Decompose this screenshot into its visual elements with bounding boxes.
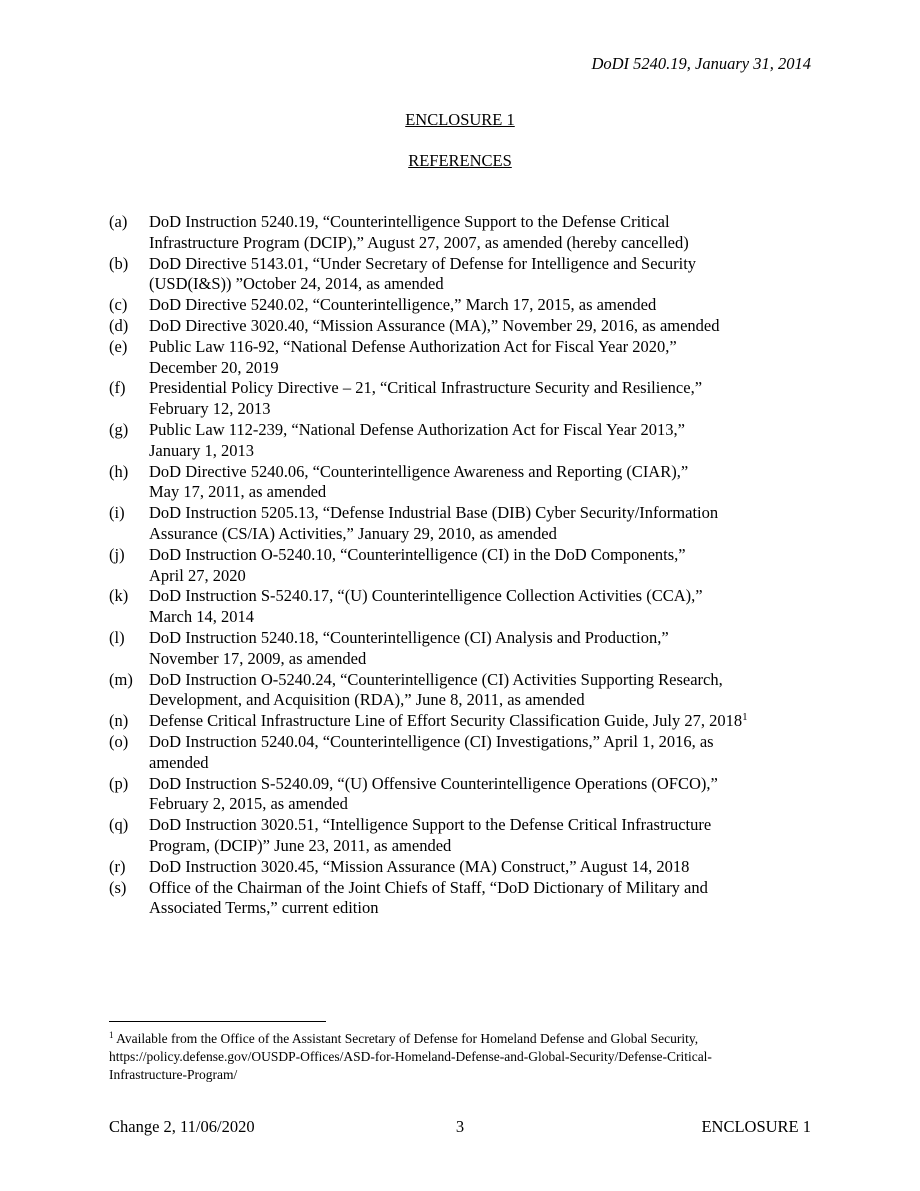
reference-line: November 17, 2009, as amended <box>149 648 367 668</box>
reference-label: (b) <box>109 253 129 273</box>
reference-text <box>149 815 809 857</box>
reference-item <box>109 337 809 379</box>
reference-item <box>109 254 809 296</box>
reference-line: DoD Instruction S-5240.17, “(U) Counterintelligence Collection Activities (CCA),” <box>149 586 703 606</box>
reference-text <box>149 670 809 712</box>
reference-text <box>149 295 809 316</box>
reference-label: (h) <box>109 461 129 481</box>
page-footer <box>109 1117 811 1137</box>
reference-text <box>149 212 809 254</box>
reference-item <box>109 628 809 670</box>
footnote-reference: 1 <box>742 711 748 724</box>
reference-text <box>149 462 809 504</box>
reference-item <box>109 857 809 878</box>
reference-list <box>109 212 809 919</box>
reference-label: (k) <box>109 586 129 606</box>
reference-item <box>109 670 809 712</box>
reference-text <box>149 254 809 296</box>
reference-text <box>149 628 809 670</box>
reference-line: DoD Instruction 5240.19, “Counterintelligence Support to the Defense Critical <box>149 212 670 231</box>
reference-item <box>109 711 809 732</box>
reference-item <box>109 545 809 587</box>
reference-line: (USD(I&S)) ”October 24, 2014, as amended <box>149 274 444 294</box>
reference-line: DoD Directive 5143.01, “Under Secretary of Defense for Intelligence and Security <box>149 253 697 273</box>
reference-line: DoD Instruction 5240.04, “Counterintelligence (CI) Investigations,” April 1, 2016, as <box>149 731 714 751</box>
reference-line: DoD Instruction 3020.51, “Intelligence Support to the Defense Critical Infrastructure <box>149 815 712 835</box>
reference-line: Associated Terms,” current edition <box>149 898 379 918</box>
reference-label: (n) <box>109 711 129 731</box>
reference-line: Assurance (CS/IA) Activities,” January 29, 2010, as amended <box>149 523 557 543</box>
reference-text <box>149 378 809 420</box>
reference-item <box>109 503 809 545</box>
reference-label: (p) <box>109 773 129 793</box>
reference-label: (j) <box>109 544 125 564</box>
reference-label: (i) <box>109 503 125 523</box>
footnote-line[interactable]: https://policy.defense.gov/OUSDP-Offices/ASD-for-Homeland-Defense-and-Global-Security/Defense-Critical- <box>109 1049 712 1064</box>
reference-text <box>149 545 809 587</box>
footer-enclosure-label: ENCLOSURE 1 <box>701 1117 811 1136</box>
reference-text <box>149 420 809 462</box>
reference-line: Defense Critical Infrastructure Line of Effort Security Classification Guide, July 27, 2018$^1$ <box>149 711 748 731</box>
reference-text <box>149 857 809 878</box>
reference-line: DoD Instruction 5240.18, “Counterintelligence (CI) Analysis and Production,” <box>149 627 669 647</box>
reference-item <box>109 295 809 316</box>
reference-item <box>109 316 809 337</box>
reference-line: DoD Directive 5240.02, “Counterintelligence,” March 17, 2015, as amended <box>149 295 657 315</box>
reference-item <box>109 815 809 857</box>
reference-item <box>109 420 809 462</box>
footnote-separator <box>109 1021 326 1022</box>
reference-label: (d) <box>109 315 129 335</box>
reference-line: Development, and Acquisition (RDA),” June 8, 2011, as amended <box>149 690 585 710</box>
reference-item <box>109 462 809 504</box>
running-header: DoDI 5240.19, January 31, 2014 <box>591 54 811 73</box>
reference-item <box>109 774 809 816</box>
reference-line: April 27, 2020 <box>149 565 246 585</box>
reference-label: (e) <box>109 336 128 356</box>
reference-text <box>149 774 809 816</box>
reference-line: Public Law 116-92, “National Defense Authorization Act for Fiscal Year 2020,” <box>149 336 677 356</box>
reference-text <box>149 337 809 379</box>
reference-label: (g) <box>109 419 129 439</box>
reference-item <box>109 878 809 920</box>
reference-line: May 17, 2011, as amended <box>149 482 327 502</box>
reference-line: DoD Instruction S-5240.09, “(U) Offensive Counterintelligence Operations (OFCO),” <box>149 773 718 793</box>
enclosure-title: ENCLOSURE 1 <box>405 110 515 129</box>
reference-item <box>109 212 809 254</box>
reference-line: DoD Instruction 3020.45, “Mission Assurance (MA) Construct,” August 14, 2018 <box>149 856 690 876</box>
reference-line: Public Law 112-239, “National Defense Authorization Act for Fiscal Year 2013,” <box>149 419 685 439</box>
reference-line: December 20, 2019 <box>149 357 279 377</box>
reference-text <box>149 732 809 774</box>
reference-text <box>149 711 809 732</box>
reference-item <box>109 586 809 628</box>
change-notice: Change 2, 11/06/2020 <box>109 1117 255 1136</box>
reference-label: (m) <box>109 669 133 689</box>
reference-label: (a) <box>109 212 128 231</box>
reference-line: DoD Instruction O-5240.24, “Counterintelligence (CI) Activities Supporting Research, <box>149 669 723 689</box>
reference-item <box>109 732 809 774</box>
reference-text <box>149 878 809 920</box>
reference-line: March 14, 2014 <box>149 607 254 627</box>
page-number: 3 <box>455 1117 465 1136</box>
reference-text <box>149 316 809 337</box>
reference-line: Office of the Chairman of the Joint Chiefs of Staff, “DoD Dictionary of Military and <box>149 877 708 897</box>
reference-line: amended <box>149 752 209 772</box>
reference-label: (q) <box>109 815 129 835</box>
reference-line: January 1, 2013 <box>149 440 254 460</box>
reference-label: (l) <box>109 627 125 647</box>
footnote <box>109 1030 809 1084</box>
footnote-line[interactable]: Infrastructure-Program/ <box>109 1067 238 1082</box>
reference-line: Infrastructure Program (DCIP),” August 27, 2007, as amended (hereby cancelled) <box>149 232 689 252</box>
reference-text <box>149 503 809 545</box>
reference-label: (f) <box>109 378 126 398</box>
reference-text <box>149 586 809 628</box>
reference-line: February 2, 2015, as amended <box>149 794 348 814</box>
reference-item <box>109 378 809 420</box>
references-heading: REFERENCES <box>408 151 512 170</box>
reference-line: February 12, 2013 <box>149 399 271 419</box>
reference-line: DoD Instruction 5205.13, “Defense Industrial Base (DIB) Cyber Security/Information <box>149 503 719 523</box>
reference-line: Program, (DCIP)” June 23, 2011, as amended <box>149 835 452 855</box>
reference-line: DoD Directive 3020.40, “Mission Assurance (MA),” November 29, 2016, as amended <box>149 315 720 335</box>
reference-label: (r) <box>109 856 126 876</box>
reference-line: Presidential Policy Directive – 21, “Critical Infrastructure Security and Resilience,” <box>149 378 703 398</box>
reference-line: DoD Instruction O-5240.10, “Counterintelligence (CI) in the DoD Components,” <box>149 544 686 564</box>
reference-label: (c) <box>109 295 128 315</box>
reference-label: (o) <box>109 731 129 751</box>
reference-line: DoD Directive 5240.06, “Counterintelligence Awareness and Reporting (CIAR),” <box>149 461 689 481</box>
reference-label: (s) <box>109 877 127 897</box>
footnote-marker: 1 <box>109 1030 114 1040</box>
footnote-line: $^1$ Available from the Office of the Assistant Secretary of Defense for Homeland Defense and Global Security, <box>109 1030 699 1046</box>
